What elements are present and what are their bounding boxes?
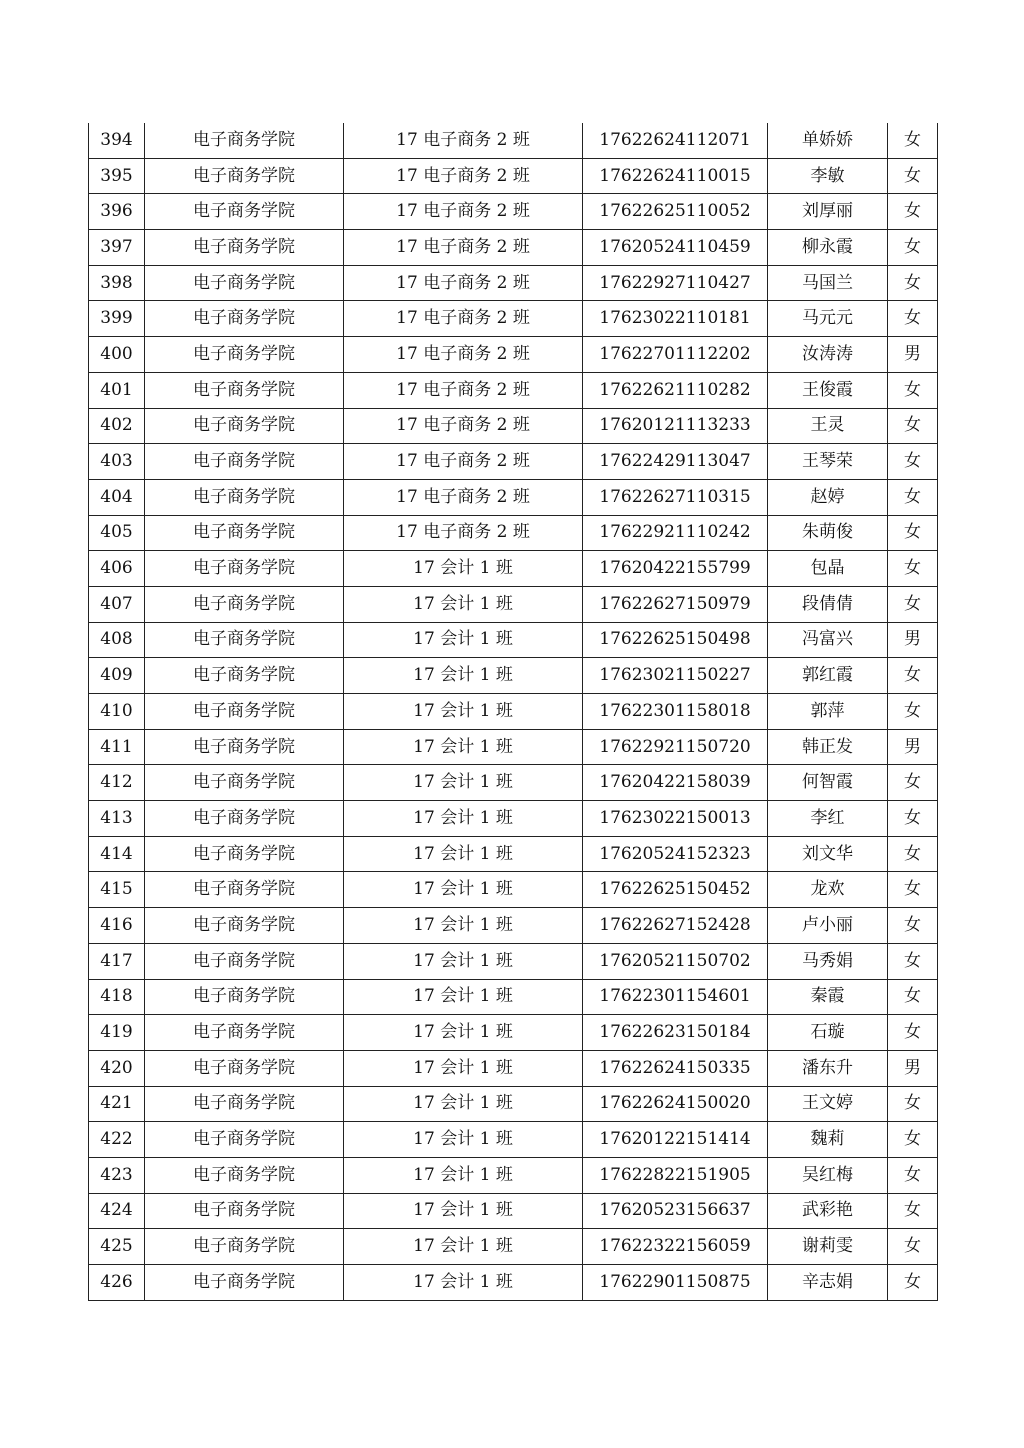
student-id-cell: 17622624110015 xyxy=(583,158,768,194)
student-id-cell: 17622625110052 xyxy=(583,194,768,230)
college-cell: 电子商务学院 xyxy=(145,765,344,801)
college-cell: 电子商务学院 xyxy=(145,801,344,837)
table-row xyxy=(89,1229,938,1265)
gender-cell: 女 xyxy=(888,515,938,551)
student-name-cell: 王文婷 xyxy=(768,1086,888,1122)
gender-cell: 男 xyxy=(888,1050,938,1086)
student-name-cell: 马元元 xyxy=(768,301,888,337)
gender-cell: 女 xyxy=(888,872,938,908)
class-cell: 17 电子商务 2 班 xyxy=(344,301,583,337)
gender-cell: 男 xyxy=(888,622,938,658)
gender-cell: 男 xyxy=(888,729,938,765)
row-number-cell: 426 xyxy=(89,1265,145,1301)
gender-cell: 女 xyxy=(888,1086,938,1122)
class-cell: 17 会计 1 班 xyxy=(344,586,583,622)
student-list-body xyxy=(89,123,938,1300)
table-row xyxy=(89,265,938,301)
gender-cell: 女 xyxy=(888,979,938,1015)
college-cell: 电子商务学院 xyxy=(145,337,344,373)
class-cell: 17 电子商务 2 班 xyxy=(344,337,583,373)
row-number-cell: 407 xyxy=(89,586,145,622)
college-cell: 电子商务学院 xyxy=(145,729,344,765)
college-cell: 电子商务学院 xyxy=(145,1265,344,1301)
gender-cell: 女 xyxy=(888,265,938,301)
class-cell: 17 会计 1 班 xyxy=(344,943,583,979)
student-name-cell: 冯富兴 xyxy=(768,622,888,658)
gender-cell: 女 xyxy=(888,444,938,480)
row-number-cell: 406 xyxy=(89,551,145,587)
student-id-cell: 17622623150184 xyxy=(583,1015,768,1051)
class-cell: 17 会计 1 班 xyxy=(344,1265,583,1301)
table-row xyxy=(89,836,938,872)
row-number-cell: 395 xyxy=(89,158,145,194)
student-id-cell: 17623022150013 xyxy=(583,801,768,837)
table-row xyxy=(89,1086,938,1122)
table-row xyxy=(89,123,938,158)
student-id-cell: 17620524110459 xyxy=(583,230,768,266)
gender-cell: 女 xyxy=(888,158,938,194)
table-row xyxy=(89,801,938,837)
student-id-cell: 17622624150335 xyxy=(583,1050,768,1086)
gender-cell: 女 xyxy=(888,230,938,266)
class-cell: 17 会计 1 班 xyxy=(344,1015,583,1051)
student-id-cell: 17622627152428 xyxy=(583,908,768,944)
gender-cell: 男 xyxy=(888,337,938,373)
student-name-cell: 马秀娟 xyxy=(768,943,888,979)
college-cell: 电子商务学院 xyxy=(145,586,344,622)
college-cell: 电子商务学院 xyxy=(145,1086,344,1122)
class-cell: 17 会计 1 班 xyxy=(344,622,583,658)
student-name-cell: 龙欢 xyxy=(768,872,888,908)
gender-cell: 女 xyxy=(888,1157,938,1193)
student-id-cell: 17623022110181 xyxy=(583,301,768,337)
student-id-cell: 17622701112202 xyxy=(583,337,768,373)
student-name-cell: 刘文华 xyxy=(768,836,888,872)
student-id-cell: 17620521150702 xyxy=(583,943,768,979)
student-id-cell: 17622822151905 xyxy=(583,1157,768,1193)
table-row xyxy=(89,444,938,480)
class-cell: 17 会计 1 班 xyxy=(344,1050,583,1086)
row-number-cell: 416 xyxy=(89,908,145,944)
student-name-cell: 朱萌俊 xyxy=(768,515,888,551)
row-number-cell: 402 xyxy=(89,408,145,444)
college-cell: 电子商务学院 xyxy=(145,515,344,551)
student-id-cell: 17620122151414 xyxy=(583,1122,768,1158)
student-id-cell: 17622301158018 xyxy=(583,694,768,730)
student-id-cell: 17622927110427 xyxy=(583,265,768,301)
student-name-cell: 王琴荣 xyxy=(768,444,888,480)
student-id-cell: 17622627150979 xyxy=(583,586,768,622)
table-row xyxy=(89,908,938,944)
gender-cell: 女 xyxy=(888,836,938,872)
row-number-cell: 411 xyxy=(89,729,145,765)
row-number-cell: 418 xyxy=(89,979,145,1015)
class-cell: 17 电子商务 2 班 xyxy=(344,194,583,230)
gender-cell: 女 xyxy=(888,551,938,587)
student-name-cell: 石璇 xyxy=(768,1015,888,1051)
row-number-cell: 419 xyxy=(89,1015,145,1051)
college-cell: 电子商务学院 xyxy=(145,408,344,444)
row-number-cell: 413 xyxy=(89,801,145,837)
row-number-cell: 397 xyxy=(89,230,145,266)
row-number-cell: 403 xyxy=(89,444,145,480)
class-cell: 17 会计 1 班 xyxy=(344,801,583,837)
row-number-cell: 421 xyxy=(89,1086,145,1122)
college-cell: 电子商务学院 xyxy=(145,1015,344,1051)
row-number-cell: 394 xyxy=(89,123,145,158)
student-name-cell: 李红 xyxy=(768,801,888,837)
class-cell: 17 会计 1 班 xyxy=(344,1157,583,1193)
student-id-cell: 17623021150227 xyxy=(583,658,768,694)
row-number-cell: 422 xyxy=(89,1122,145,1158)
row-number-cell: 412 xyxy=(89,765,145,801)
student-name-cell: 王灵 xyxy=(768,408,888,444)
table-row xyxy=(89,1015,938,1051)
student-name-cell: 段倩倩 xyxy=(768,586,888,622)
gender-cell: 女 xyxy=(888,765,938,801)
gender-cell: 女 xyxy=(888,1265,938,1301)
college-cell: 电子商务学院 xyxy=(145,301,344,337)
student-id-cell: 17620524152323 xyxy=(583,836,768,872)
gender-cell: 女 xyxy=(888,372,938,408)
table-row xyxy=(89,1157,938,1193)
row-number-cell: 425 xyxy=(89,1229,145,1265)
table-row xyxy=(89,658,938,694)
class-cell: 17 电子商务 2 班 xyxy=(344,372,583,408)
table-row xyxy=(89,479,938,515)
student-id-cell: 17622429113047 xyxy=(583,444,768,480)
student-name-cell: 魏莉 xyxy=(768,1122,888,1158)
gender-cell: 女 xyxy=(888,1229,938,1265)
table-row xyxy=(89,337,938,373)
table-row xyxy=(89,1193,938,1229)
gender-cell: 女 xyxy=(888,694,938,730)
row-number-cell: 424 xyxy=(89,1193,145,1229)
student-name-cell: 武彩艳 xyxy=(768,1193,888,1229)
class-cell: 17 会计 1 班 xyxy=(344,908,583,944)
student-name-cell: 郭红霞 xyxy=(768,658,888,694)
student-name-cell: 赵婷 xyxy=(768,479,888,515)
row-number-cell: 405 xyxy=(89,515,145,551)
row-number-cell: 401 xyxy=(89,372,145,408)
class-cell: 17 会计 1 班 xyxy=(344,1122,583,1158)
student-name-cell: 马国兰 xyxy=(768,265,888,301)
class-cell: 17 电子商务 2 班 xyxy=(344,515,583,551)
class-cell: 17 电子商务 2 班 xyxy=(344,408,583,444)
gender-cell: 女 xyxy=(888,408,938,444)
student-name-cell: 谢莉雯 xyxy=(768,1229,888,1265)
student-name-cell: 包晶 xyxy=(768,551,888,587)
student-id-cell: 17622921150720 xyxy=(583,729,768,765)
gender-cell: 女 xyxy=(888,586,938,622)
student-id-cell: 17622625150498 xyxy=(583,622,768,658)
gender-cell: 女 xyxy=(888,1193,938,1229)
student-id-cell: 17620422158039 xyxy=(583,765,768,801)
row-number-cell: 420 xyxy=(89,1050,145,1086)
college-cell: 电子商务学院 xyxy=(145,622,344,658)
table-row xyxy=(89,729,938,765)
student-id-cell: 17620121113233 xyxy=(583,408,768,444)
student-id-cell: 17622301154601 xyxy=(583,979,768,1015)
gender-cell: 女 xyxy=(888,1122,938,1158)
table-row xyxy=(89,1122,938,1158)
row-number-cell: 399 xyxy=(89,301,145,337)
college-cell: 电子商务学院 xyxy=(145,194,344,230)
student-id-cell: 17622624112071 xyxy=(583,123,768,158)
college-cell: 电子商务学院 xyxy=(145,943,344,979)
class-cell: 17 会计 1 班 xyxy=(344,872,583,908)
college-cell: 电子商务学院 xyxy=(145,658,344,694)
student-name-cell: 何智霞 xyxy=(768,765,888,801)
table-row xyxy=(89,158,938,194)
college-cell: 电子商务学院 xyxy=(145,1050,344,1086)
class-cell: 17 会计 1 班 xyxy=(344,765,583,801)
college-cell: 电子商务学院 xyxy=(145,230,344,266)
student-list-table xyxy=(88,123,938,1301)
college-cell: 电子商务学院 xyxy=(145,908,344,944)
class-cell: 17 会计 1 班 xyxy=(344,1086,583,1122)
row-number-cell: 417 xyxy=(89,943,145,979)
gender-cell: 女 xyxy=(888,301,938,337)
gender-cell: 女 xyxy=(888,943,938,979)
student-name-cell: 柳永霞 xyxy=(768,230,888,266)
class-cell: 17 电子商务 2 班 xyxy=(344,158,583,194)
table-row xyxy=(89,551,938,587)
class-cell: 17 会计 1 班 xyxy=(344,658,583,694)
college-cell: 电子商务学院 xyxy=(145,1157,344,1193)
student-id-cell: 17620523156637 xyxy=(583,1193,768,1229)
college-cell: 电子商务学院 xyxy=(145,1122,344,1158)
student-name-cell: 潘东升 xyxy=(768,1050,888,1086)
table-row xyxy=(89,694,938,730)
table-row xyxy=(89,765,938,801)
row-number-cell: 409 xyxy=(89,658,145,694)
table-row xyxy=(89,1050,938,1086)
gender-cell: 女 xyxy=(888,123,938,158)
student-name-cell: 李敏 xyxy=(768,158,888,194)
table-row xyxy=(89,586,938,622)
college-cell: 电子商务学院 xyxy=(145,979,344,1015)
class-cell: 17 电子商务 2 班 xyxy=(344,444,583,480)
row-number-cell: 404 xyxy=(89,479,145,515)
college-cell: 电子商务学院 xyxy=(145,123,344,158)
class-cell: 17 电子商务 2 班 xyxy=(344,230,583,266)
gender-cell: 女 xyxy=(888,479,938,515)
student-id-cell: 17620422155799 xyxy=(583,551,768,587)
table-row xyxy=(89,230,938,266)
table-row xyxy=(89,515,938,551)
class-cell: 17 会计 1 班 xyxy=(344,979,583,1015)
row-number-cell: 415 xyxy=(89,872,145,908)
college-cell: 电子商务学院 xyxy=(145,551,344,587)
college-cell: 电子商务学院 xyxy=(145,836,344,872)
student-name-cell: 刘厚丽 xyxy=(768,194,888,230)
gender-cell: 女 xyxy=(888,1015,938,1051)
row-number-cell: 423 xyxy=(89,1157,145,1193)
college-cell: 电子商务学院 xyxy=(145,158,344,194)
college-cell: 电子商务学院 xyxy=(145,872,344,908)
student-id-cell: 17622901150875 xyxy=(583,1265,768,1301)
student-id-cell: 17622322156059 xyxy=(583,1229,768,1265)
gender-cell: 女 xyxy=(888,801,938,837)
student-name-cell: 单娇娇 xyxy=(768,123,888,158)
student-id-cell: 17622621110282 xyxy=(583,372,768,408)
student-id-cell: 17622627110315 xyxy=(583,479,768,515)
student-name-cell: 卢小丽 xyxy=(768,908,888,944)
college-cell: 电子商务学院 xyxy=(145,1229,344,1265)
class-cell: 17 会计 1 班 xyxy=(344,836,583,872)
row-number-cell: 396 xyxy=(89,194,145,230)
college-cell: 电子商务学院 xyxy=(145,479,344,515)
student-name-cell: 郭萍 xyxy=(768,694,888,730)
student-name-cell: 韩正发 xyxy=(768,729,888,765)
college-cell: 电子商务学院 xyxy=(145,265,344,301)
table-row xyxy=(89,372,938,408)
student-name-cell: 吴红梅 xyxy=(768,1157,888,1193)
class-cell: 17 电子商务 2 班 xyxy=(344,479,583,515)
student-name-cell: 辛志娟 xyxy=(768,1265,888,1301)
table-row xyxy=(89,622,938,658)
college-cell: 电子商务学院 xyxy=(145,444,344,480)
row-number-cell: 414 xyxy=(89,836,145,872)
class-cell: 17 会计 1 班 xyxy=(344,729,583,765)
class-cell: 17 电子商务 2 班 xyxy=(344,123,583,158)
student-name-cell: 王俊霞 xyxy=(768,372,888,408)
class-cell: 17 会计 1 班 xyxy=(344,694,583,730)
gender-cell: 女 xyxy=(888,908,938,944)
college-cell: 电子商务学院 xyxy=(145,694,344,730)
class-cell: 17 电子商务 2 班 xyxy=(344,265,583,301)
table-row xyxy=(89,979,938,1015)
college-cell: 电子商务学院 xyxy=(145,1193,344,1229)
table-row xyxy=(89,943,938,979)
student-id-cell: 17622624150020 xyxy=(583,1086,768,1122)
student-name-cell: 秦霞 xyxy=(768,979,888,1015)
row-number-cell: 400 xyxy=(89,337,145,373)
table-row xyxy=(89,872,938,908)
class-cell: 17 会计 1 班 xyxy=(344,1193,583,1229)
student-name-cell: 汝涛涛 xyxy=(768,337,888,373)
table-row xyxy=(89,301,938,337)
table-row xyxy=(89,408,938,444)
gender-cell: 女 xyxy=(888,194,938,230)
college-cell: 电子商务学院 xyxy=(145,372,344,408)
row-number-cell: 408 xyxy=(89,622,145,658)
class-cell: 17 会计 1 班 xyxy=(344,1229,583,1265)
student-id-cell: 17622625150452 xyxy=(583,872,768,908)
row-number-cell: 410 xyxy=(89,694,145,730)
table-row xyxy=(89,1265,938,1301)
student-id-cell: 17622921110242 xyxy=(583,515,768,551)
class-cell: 17 会计 1 班 xyxy=(344,551,583,587)
row-number-cell: 398 xyxy=(89,265,145,301)
table-row xyxy=(89,194,938,230)
gender-cell: 女 xyxy=(888,658,938,694)
